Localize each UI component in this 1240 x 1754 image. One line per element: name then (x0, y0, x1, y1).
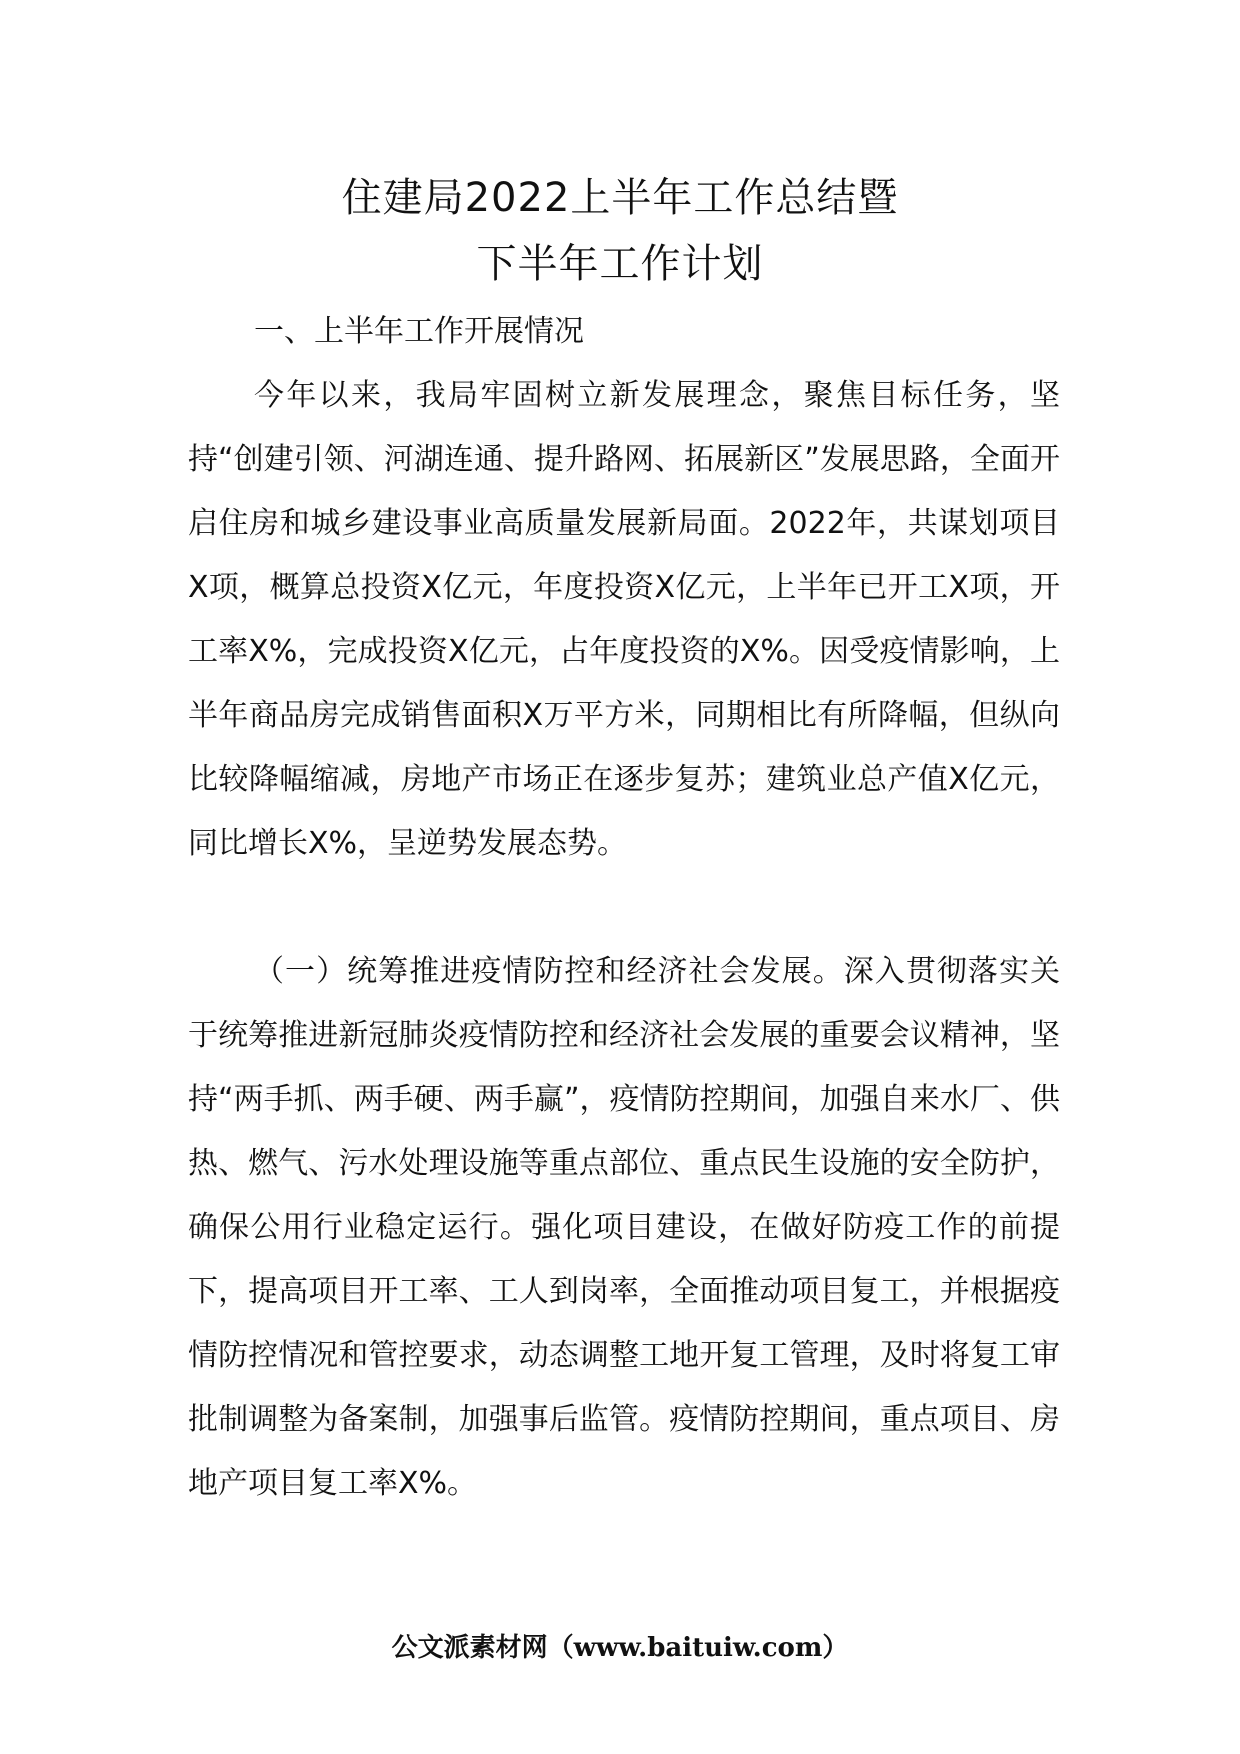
paragraph-overview: 今年以来，我局牢固树立新发展理念，聚焦目标任务，坚持“创建引领、河湖连通、提升路网、拓展新区”发展思路，全面开启住房和城乡建设事业高质量发展新局面。2022年，共谋划项目X项，概算总投资X亿元，年度投资X亿元，上半年已开工X项，开工率X%，完成投资X亿元，占年度投资的X%。因受疫情影响，上半年商品房完成销售面积X万平方米，同期相比有所降幅，但纵向比较降幅缩减，房地产市场正在逐步复苏；建筑业总产值X亿元，同比增长X%，呈逆势发展态势。 (188, 378, 1060, 861)
document-title-line-2: 下半年工作计划 (476, 241, 764, 287)
document-title-line-1: 住建局2022上半年工作总结暨 (341, 175, 899, 221)
footer-source-link: 公文派素材网（www.baituiw.com） (391, 1633, 849, 1663)
paragraph-epidemic-control: （一）统筹推进疫情防控和经济社会发展。深入贯彻落实关于统筹推进新冠肺炎疫情防控和经济社会发展的重要会议精神，坚持“两手抓、两手硬、两手赢”，疫情防控期间，加强自来水厂、供热、燃气、污水处理设施等重点部位、重点民生设施的安全防护，确保公用行业稳定运行。强化项目建设，在做好防疫工作的前提下，提高项目开工率、工人到岗率，全面推动项目复工，并根据疫情防控情况和管控要求，动态调整工地开复工管理，及时将复工审批制调整为备案制，加强事后监管。疫情防控期间，重点项目、房地产项目复工率X%。 (188, 954, 1060, 1501)
section-heading: 一、上半年工作开展情况 (254, 314, 584, 349)
